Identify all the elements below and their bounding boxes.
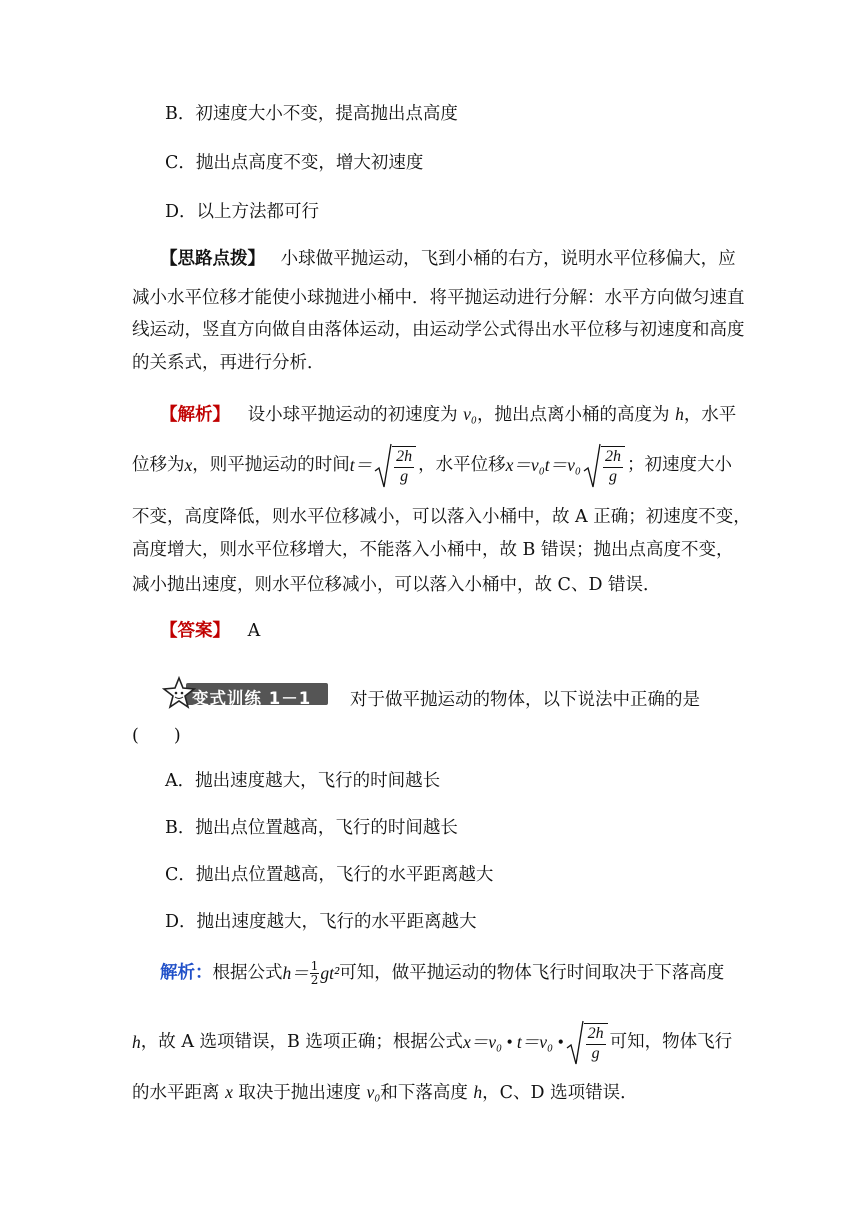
solution-line-2: h ，故 A 选项错误，B 选项正确；根据公式 x＝v₀ • t＝v₀ • $\frac{2h}{g}$ 可知，物体飞行 xyxy=(132,1020,732,1066)
solution-line-3: 的水平距离 x 取决于抛出速度 v₀和下落高度 h，C、D 选项错误． xyxy=(132,1082,638,1103)
analysis-tag: 【解析】 xyxy=(160,405,230,425)
solution-tag: 解析： xyxy=(160,962,213,983)
analysis-line-1: 【解析】 设小球平抛运动的初速度为 v₀，抛出点离小桶的高度为 h，水平 xyxy=(160,404,737,425)
answer-value: A xyxy=(247,621,261,641)
analysis-line-3: 不变，高度降低，则水平位移减小，可以落入小桶中，故 A 正确；初速度不变， xyxy=(132,507,751,527)
exercise-option-a: A．抛出速度越大，飞行的时间越长 xyxy=(165,771,441,791)
option-d: D．以上方法都可行 xyxy=(165,202,320,222)
star-icon xyxy=(162,676,196,710)
answer-line xyxy=(160,623,260,641)
analysis-line-4: 高度增大，则水平位移增大，不能落入小桶中，故 B 错误；抛出点高度不变， xyxy=(132,540,734,560)
analysis-line-5: 减小抛出速度，则水平位移减小，可以落入小桶中，故 C、D 错误． xyxy=(132,575,661,595)
exercise-question: 对于做平抛运动的物体，以下说法中正确的是 xyxy=(350,690,700,710)
exercise-option-b: B．抛出点位置越高，飞行的时间越长 xyxy=(165,818,458,838)
hint-line-1: 【思路点拨】 小球做平抛运动，飞到小桶的右方，说明水平位移偏大，应 xyxy=(160,249,736,269)
hint-line-4: 的关系式，再进行分析． xyxy=(132,353,325,373)
option-c: C．抛出点高度不变，增大初速度 xyxy=(165,153,424,173)
exercise-option-c: C．抛出点位置越高，飞行的水平距离越大 xyxy=(165,865,494,885)
hint-line-3: 线运动，竖直方向做自由落体运动，由运动学公式得出水平位移与初速度和高度 xyxy=(132,320,745,340)
exercise-badge xyxy=(162,676,332,708)
sqrt-formula: $\frac{2h}{g}$ xyxy=(566,1020,608,1066)
exercise-option-d: D．抛出速度越大，飞行的水平距离越大 xyxy=(165,912,477,932)
answer-tag: 【答案】 xyxy=(160,621,230,641)
hint-line-2: 减小水平位移才能使小球抛进小桶中．将平抛运动进行分解：水平方向做匀速直 xyxy=(132,288,745,308)
solution-line-1: 解析： 根据公式 h＝ $\frac{1}{2}$ gt² 可知，做平抛运动的物体飞行时间取决于下落高度 xyxy=(160,959,725,988)
hint-tag: 【思路点拨】 xyxy=(160,249,265,269)
badge-label: 变式训练 1－1 xyxy=(192,689,312,708)
answer-paren: ( ) xyxy=(132,726,181,746)
analysis-line-2: 位移为 x ，则平抛运动的时间 t＝ $\frac{2h}{g}$ ，水平位移 x＝v₀t＝v₀ $\frac{2h}{g}$ ；初速度大小 xyxy=(132,443,732,489)
sqrt-formula: $\frac{2h}{g}$ xyxy=(374,443,416,489)
half-fraction: $\frac{1}{2}$ xyxy=(310,959,319,988)
sqrt-formula: $\frac{2h}{g}$ xyxy=(583,443,625,489)
option-b: B．初速度大小不变，提高抛出点高度 xyxy=(165,104,458,124)
